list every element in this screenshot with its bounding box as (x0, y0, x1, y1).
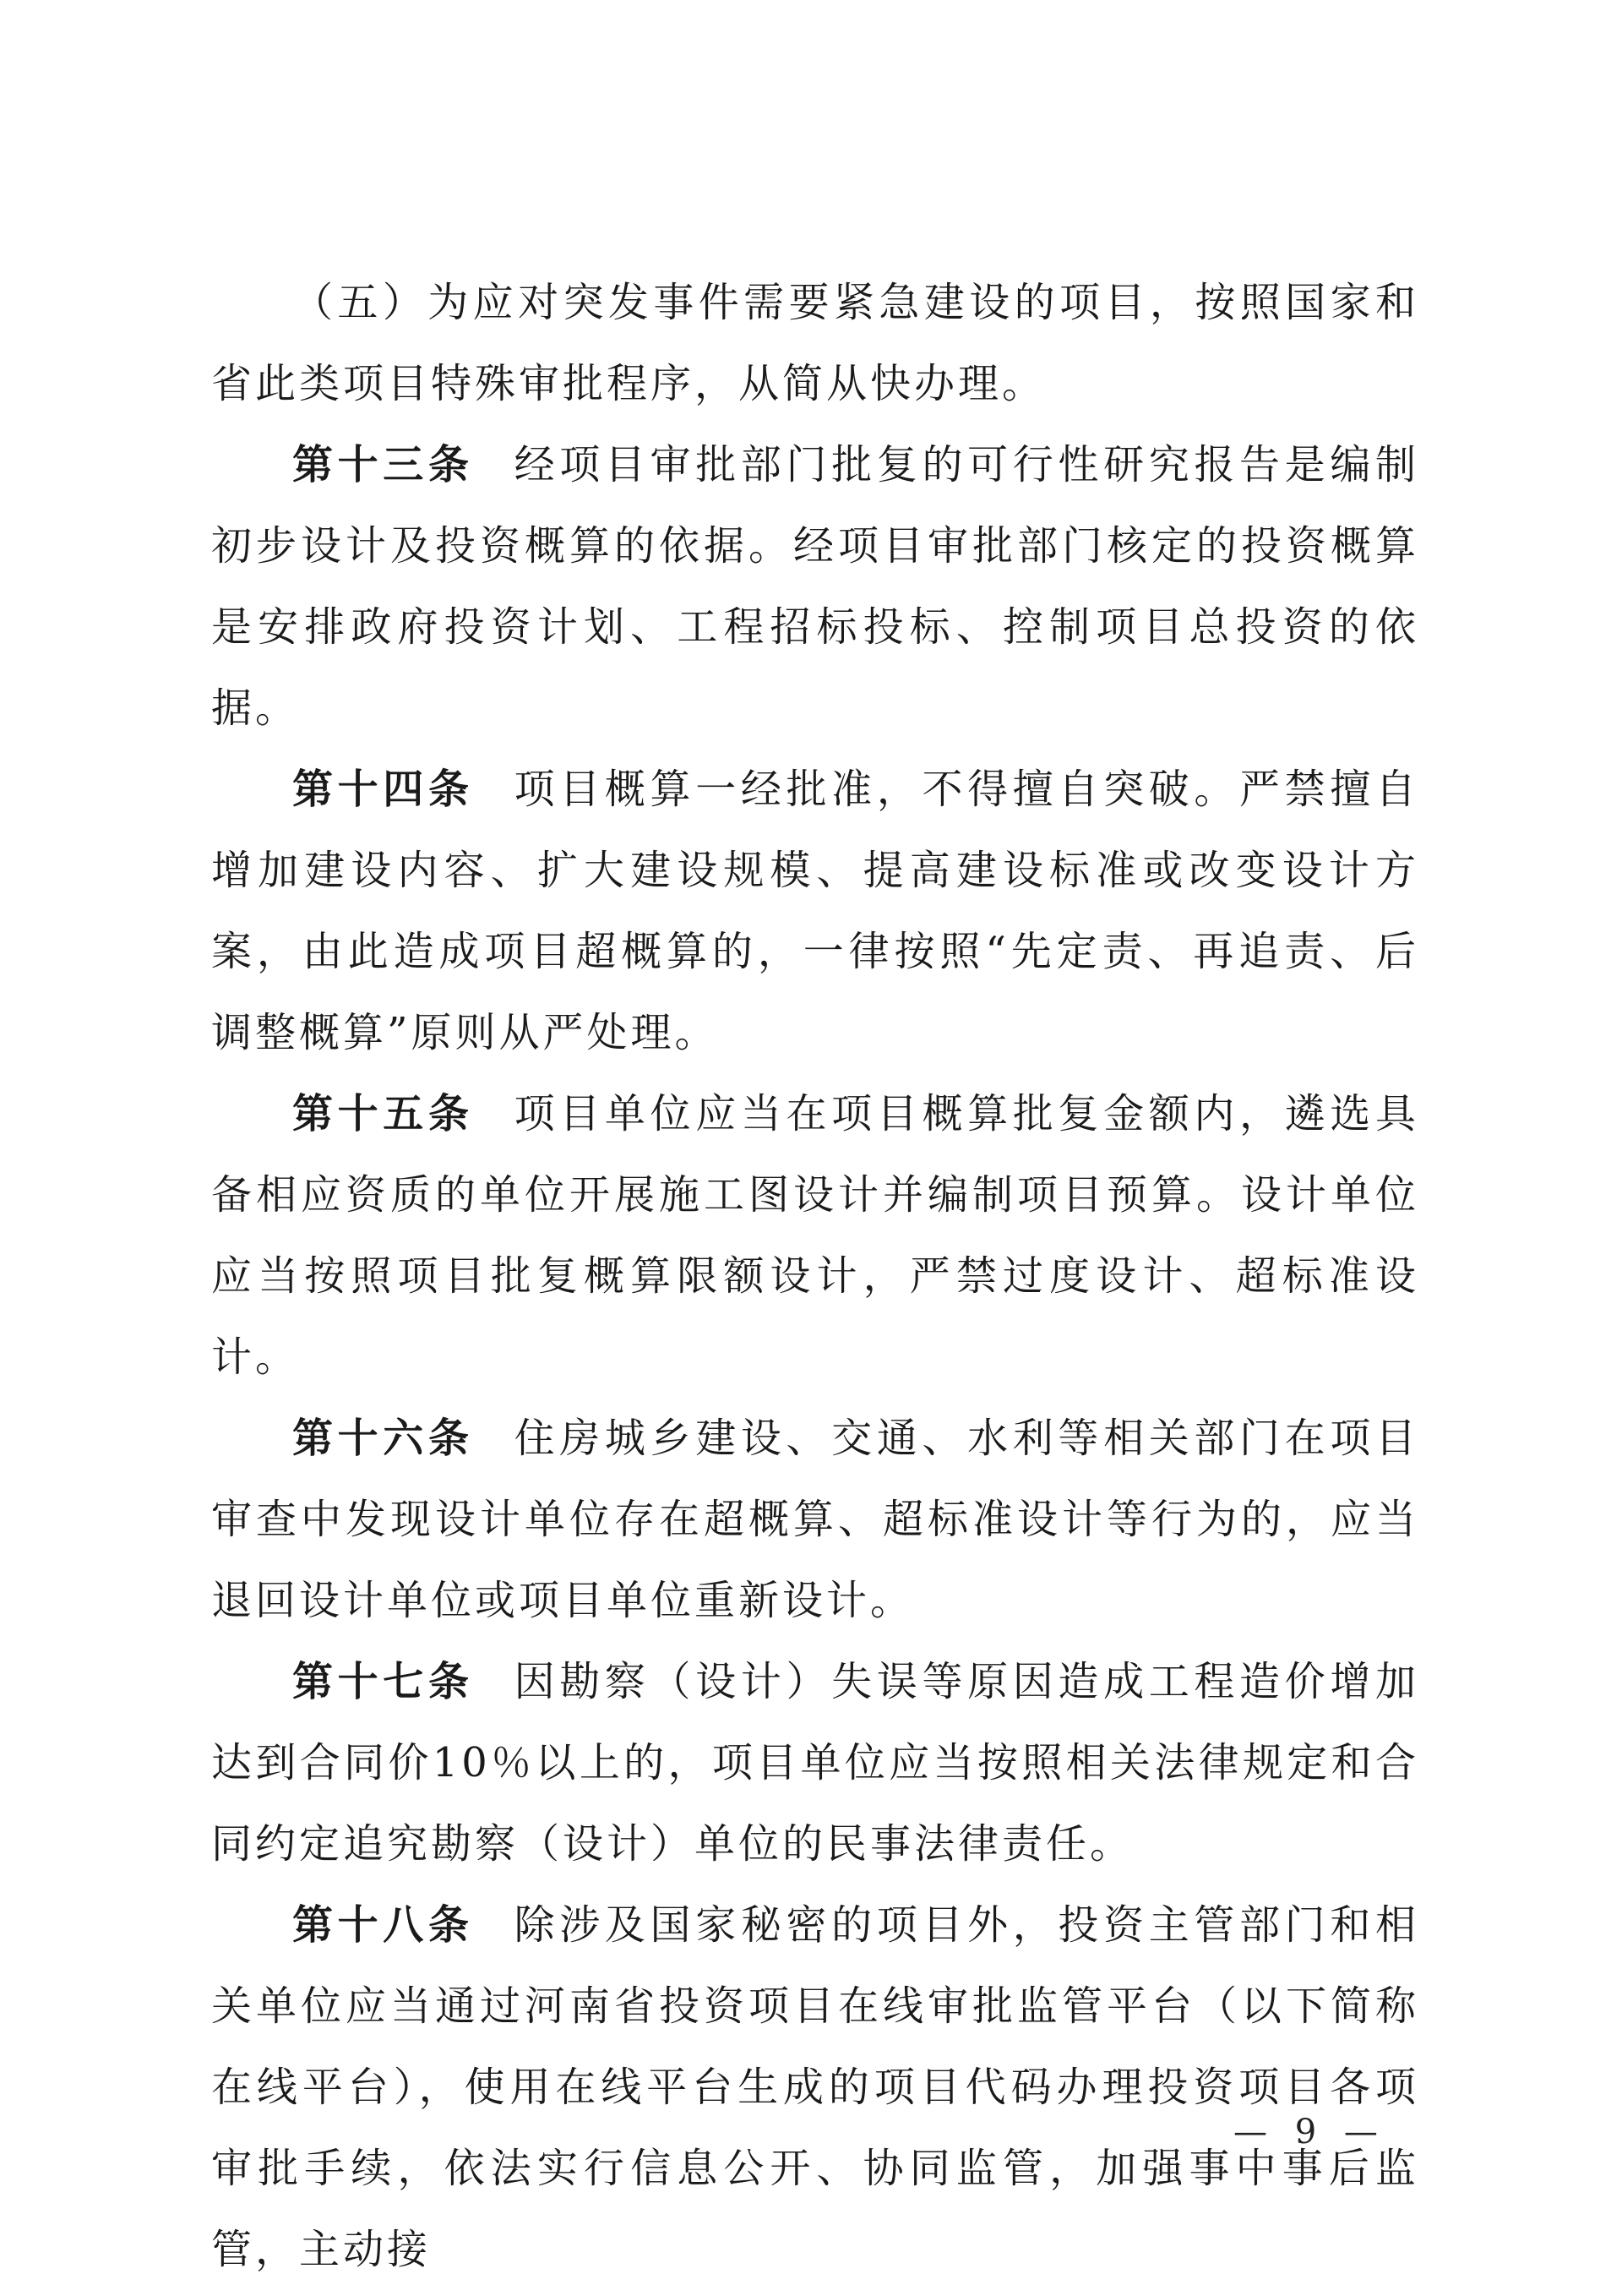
document-body (211, 262, 1419, 2290)
paragraph-text: （五）为应对突发事件需要紧急建设的项目，按照国家和省此类项目特殊审批程序，从简从快办理。 (211, 279, 1419, 407)
article-16 (211, 1398, 1419, 1641)
article-15 (211, 1073, 1419, 1398)
article-14 (211, 749, 1419, 1073)
article-text: 住房城乡建设、交通、水利等相关部门在项目审查中发现设计单位存在超概算、超标准设计等行为的，应当退回设计单位或项目单位重新设计。 (211, 1415, 1419, 1624)
article-13 (211, 424, 1419, 749)
paragraph-item-5 (211, 262, 1419, 424)
page-number: — 9 — (1233, 2113, 1386, 2151)
article-17 (211, 1641, 1419, 1884)
article-title: 第十五条 (292, 1090, 474, 1137)
article-text: 因勘察（设计）失误等原因造成工程造价增加达到合同价10％以上的，项目单位应当按照相关法律规定和合同约定追究勘察（设计）单位的民事法律责任。 (211, 1658, 1419, 1868)
article-title: 第十六条 (292, 1415, 474, 1462)
article-title: 第十三条 (292, 441, 474, 488)
article-text: 经项目审批部门批复的可行性研究报告是编制初步设计及投资概算的依据。经项目审批部门核定的投资概算是安排政府投资计划、工程招标投标、控制项目总投资的依据。 (211, 441, 1419, 732)
article-title: 第十八条 (292, 1901, 474, 1949)
article-title: 第十四条 (292, 766, 474, 813)
article-text: 除涉及国家秘密的项目外，投资主管部门和相关单位应当通过河南省投资项目在线审批监管平台（以下简称在线平台），使用在线平台生成的项目代码办理投资项目各项审批手续，依法实行信息公开、协同监管，加强事中事后监管，主动接 (211, 1901, 1419, 2273)
article-text: 项目概算一经批准，不得擅自突破。严禁擅自增加建设内容、扩大建设规模、提高建设标准或改变设计方案，由此造成项目超概算的，一律按照“先定责、再追责、后调整概算”原则从严处理。 (211, 766, 1419, 1056)
article-text: 项目单位应当在项目概算批复金额内，遴选具备相应资质的单位开展施工图设计并编制项目预算。设计单位应当按照项目批复概算限额设计，严禁过度设计、超标准设计。 (211, 1090, 1419, 1381)
article-18 (211, 1884, 1419, 2290)
article-title: 第十七条 (292, 1658, 474, 1705)
